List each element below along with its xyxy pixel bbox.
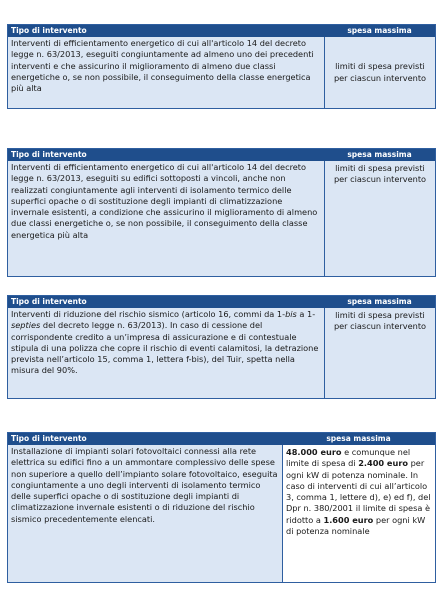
header-type: Tipo di intervento bbox=[11, 26, 87, 35]
table-row bbox=[8, 37, 435, 108]
limit-amount: 1.600 euro bbox=[323, 514, 374, 525]
table-row bbox=[8, 308, 435, 398]
table-constrained-buildings bbox=[7, 148, 436, 277]
description-italic-septies: septies bbox=[11, 320, 41, 331]
header-max-spend: spesa massima bbox=[347, 150, 412, 159]
limit-text: limiti di spesa previsti per ciascun intervento bbox=[333, 310, 427, 332]
header-type: Tipo di intervento bbox=[11, 150, 87, 159]
table-seismic-risk bbox=[7, 295, 436, 399]
limit-text: per ogni kW di potenza nominale bbox=[286, 514, 426, 537]
description-cell: Interventi di efficientamento energetico di cui all'articolo 14 del decreto legge n. 63/2013, eseguiti congiuntamente ad almeno uno dei precedenti interventi e che assicurino il miglioramento di almeno due classi energetiche o, se non possibile, il conseguimento della classe energetica più alta bbox=[8, 37, 325, 108]
description-italic-bis: bis bbox=[285, 309, 297, 319]
header-max-spend: spesa massima bbox=[347, 297, 412, 306]
limit-amount: 2.400 euro bbox=[358, 458, 408, 469]
table-header bbox=[8, 25, 435, 37]
description-cell bbox=[8, 308, 325, 398]
description-cell: Installazione di impianti solari fotovoltaici connessi alla rete elettrica su edifici fino a un ammontare complessivo delle spese non superiore a quello dell’impianto solare fotovoltaico, eseguita congiuntamente a uno degli interventi di isolamento termico delle superfici opache o di sostituzione degli impianti di climatizzazione invernale esistenti o di riduzione del rischio sismico precedentemente elencati. bbox=[8, 445, 283, 582]
limit-amount: 48.000 euro bbox=[286, 447, 342, 457]
header-type: Tipo di intervento bbox=[11, 297, 87, 306]
table-row bbox=[8, 161, 435, 276]
limit-text: per ogni kW di potenza nominale. In caso di interventi di cui all’articolo 3, comma 1, lettere d), e) ed f), del Dpr n. 380/2001 il limite di spesa è ridotto a bbox=[286, 458, 431, 525]
limit-text: e comunque nel limite di spesa di bbox=[286, 447, 411, 469]
table-header bbox=[8, 296, 435, 308]
description-text: a 1- bbox=[296, 309, 316, 319]
limit-cell bbox=[325, 161, 435, 276]
limit-cell bbox=[325, 37, 435, 108]
table-row bbox=[8, 445, 435, 582]
header-type: Tipo di intervento bbox=[11, 434, 87, 443]
description-text: Interventi di riduzione del rischio sismico (articolo 16, commi da 1- bbox=[11, 309, 286, 319]
description-text: del decreto legge n. 63/2013). In caso di cessione del corrispondente credito a un’impresa di assicurazione e di contestuale stipula di una polizza che copre il rischio di eventi calamitosi, la detrazione prevista nell’articolo 15, comma 1, lettera f-bis), del Tuir, spetta nella misura del 90%. bbox=[11, 320, 319, 376]
table-header bbox=[8, 149, 435, 161]
description-cell: Interventi di efficientamento energetico di cui all'articolo 14 del decreto legge n. 63/2013, eseguiti su edifici sottoposti a vincoli, anche non realizzati congiuntamente agli interventi di isolamento termico delle superfici opache o di sostituzione degli impianti di climatizzazione invernale esistenti, a condizione che assicurino il miglioramento di almeno due classi energetiche o, se non possibile, il conseguimento della classe energetica più alta bbox=[8, 161, 325, 276]
header-max-spend: spesa massima bbox=[326, 434, 391, 443]
table-header bbox=[8, 433, 435, 445]
limit-cell bbox=[325, 308, 435, 398]
table-photovoltaic bbox=[7, 432, 436, 583]
limit-text: limiti di spesa previsti per ciascun intervento bbox=[333, 163, 427, 185]
limit-text: limiti di spesa previsti per ciascun intervento bbox=[333, 61, 427, 83]
header-max-spend: spesa massima bbox=[347, 26, 412, 35]
limit-cell bbox=[283, 445, 435, 582]
table-energy-efficiency bbox=[7, 24, 436, 109]
